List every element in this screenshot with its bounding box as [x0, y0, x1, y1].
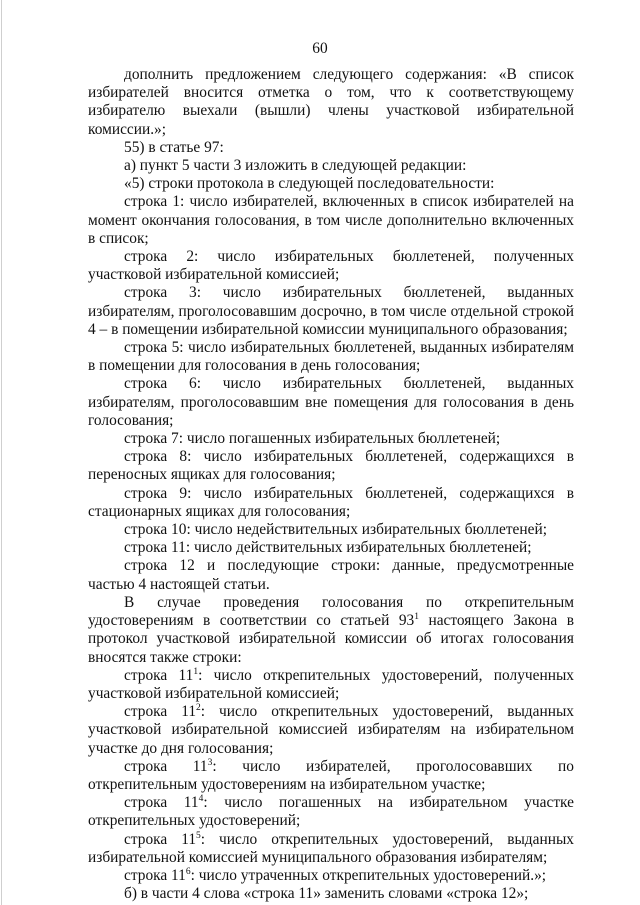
paragraph-text: строка 11: [124, 866, 186, 884]
paragraph-text: : число погашенных на избирательном участке открепительных удостоверений;: [88, 794, 574, 830]
paragraph: строка 9: число избирательных бюллетеней, содержащихся в стационарных ящиках для голосования;: [88, 484, 574, 520]
paragraph-text: В случае проведения голосования по открепительным удостоверениям в соответствии со статьей 93: [88, 593, 574, 630]
superscript-index: 4: [198, 794, 204, 805]
paragraph: [88, 794, 574, 830]
paragraph: строка 8: число избирательных бюллетеней, содержащихся в переносных ящиках для голосования;: [88, 448, 574, 484]
paragraph-text: строка 11: [124, 703, 197, 721]
paragraph: б) в части 4 слова «строка 11» заменить словами «строка 12»;: [124, 885, 529, 903]
paragraph-text: настоящего Закона в протокол участковой избирательной комиссии об итогах голосования вносятся также строки:: [88, 612, 574, 666]
page-number: 60: [312, 40, 328, 57]
superscript-index: 6: [185, 866, 191, 877]
paragraph-text: строка 11: [124, 794, 199, 812]
paragraph-text: строка 11: [124, 666, 194, 684]
paragraph: дополнить предложением следующего содержания: «В список избирателей вносится отметка о том, что к соответствующему избирателю выехали (вышли) члены участковой избирательной комиссии.»;: [88, 66, 574, 138]
paragraph-text: : число открепительных удостоверений, выданных участковой избирательной комиссией избирателям на избирательном участке до дня голосования;: [88, 703, 574, 757]
superscript-index: 2: [196, 703, 201, 714]
paragraph: 55) в статье 97:: [124, 138, 224, 156]
paragraph-text: : число открепительных удостоверений, выданных избирательной комиссией муниципального образования избирателям;: [88, 830, 574, 866]
paragraph-text: : число открепительных удостоверений, полученных участковой избирательной комиссией;: [88, 666, 574, 702]
paragraph: «5) строки протокола в следующей последовательности:: [124, 175, 495, 193]
paragraph: строка 1: число избирателей, включенных в список избирателей на момент окончания голосования, в том числе дополнительно включенных в список;: [88, 193, 574, 247]
paragraph-text: строка 11: [124, 830, 197, 848]
paragraph: а) пункт 5 части 3 изложить в следующей редакции:: [124, 157, 467, 175]
paragraph: [88, 758, 574, 794]
paragraph: [88, 703, 574, 758]
paragraph: [88, 831, 574, 867]
paragraph: [88, 867, 574, 885]
paragraph: строка 12 и последующие строки: данные, предусмотренные частью 4 настоящей статьи.: [88, 557, 574, 593]
document-body: [88, 66, 574, 903]
paragraph: строка 5: число избирательных бюллетеней, выданных избирателям в помещении для голосования в день голосования;: [88, 339, 574, 375]
superscript-index: 1: [414, 612, 419, 623]
paragraph: строка 11: число действительных избирательных бюллетеней;: [124, 539, 532, 557]
paragraph-text: строка 11: [124, 757, 208, 775]
superscript-index: 3: [207, 757, 213, 768]
superscript-index: 5: [196, 830, 201, 841]
paragraph-text: : число утраченных открепительных удостоверений.»;: [190, 866, 547, 884]
paragraph: строка 6: число избирательных бюллетеней, выданных избирателям, проголосовавшим вне помещения для голосования в день голосования;: [88, 375, 574, 429]
superscript-index: 1: [193, 666, 199, 677]
paragraph: строка 10: число недействительных избирательных бюллетеней;: [124, 521, 547, 539]
paragraph-text: : число избирателей, проголосовавших по открепительным удостоверениям на избирательном участке;: [88, 757, 574, 793]
paragraph: [88, 594, 574, 667]
scan-edge-line: [1, 0, 2, 905]
paragraph: строка 2: число избирательных бюллетеней, полученных участковой избирательной комиссией;: [88, 248, 574, 284]
paragraph: строка 7: число погашенных избирательных бюллетеней;: [124, 430, 501, 448]
paragraph: [88, 667, 574, 703]
paragraph: строка 3: число избирательных бюллетеней, выданных избирателям, проголосовавшим досрочно, в том числе отдельной строкой 4 – в помещении избирательной комиссии муниципального образования;: [88, 284, 574, 338]
